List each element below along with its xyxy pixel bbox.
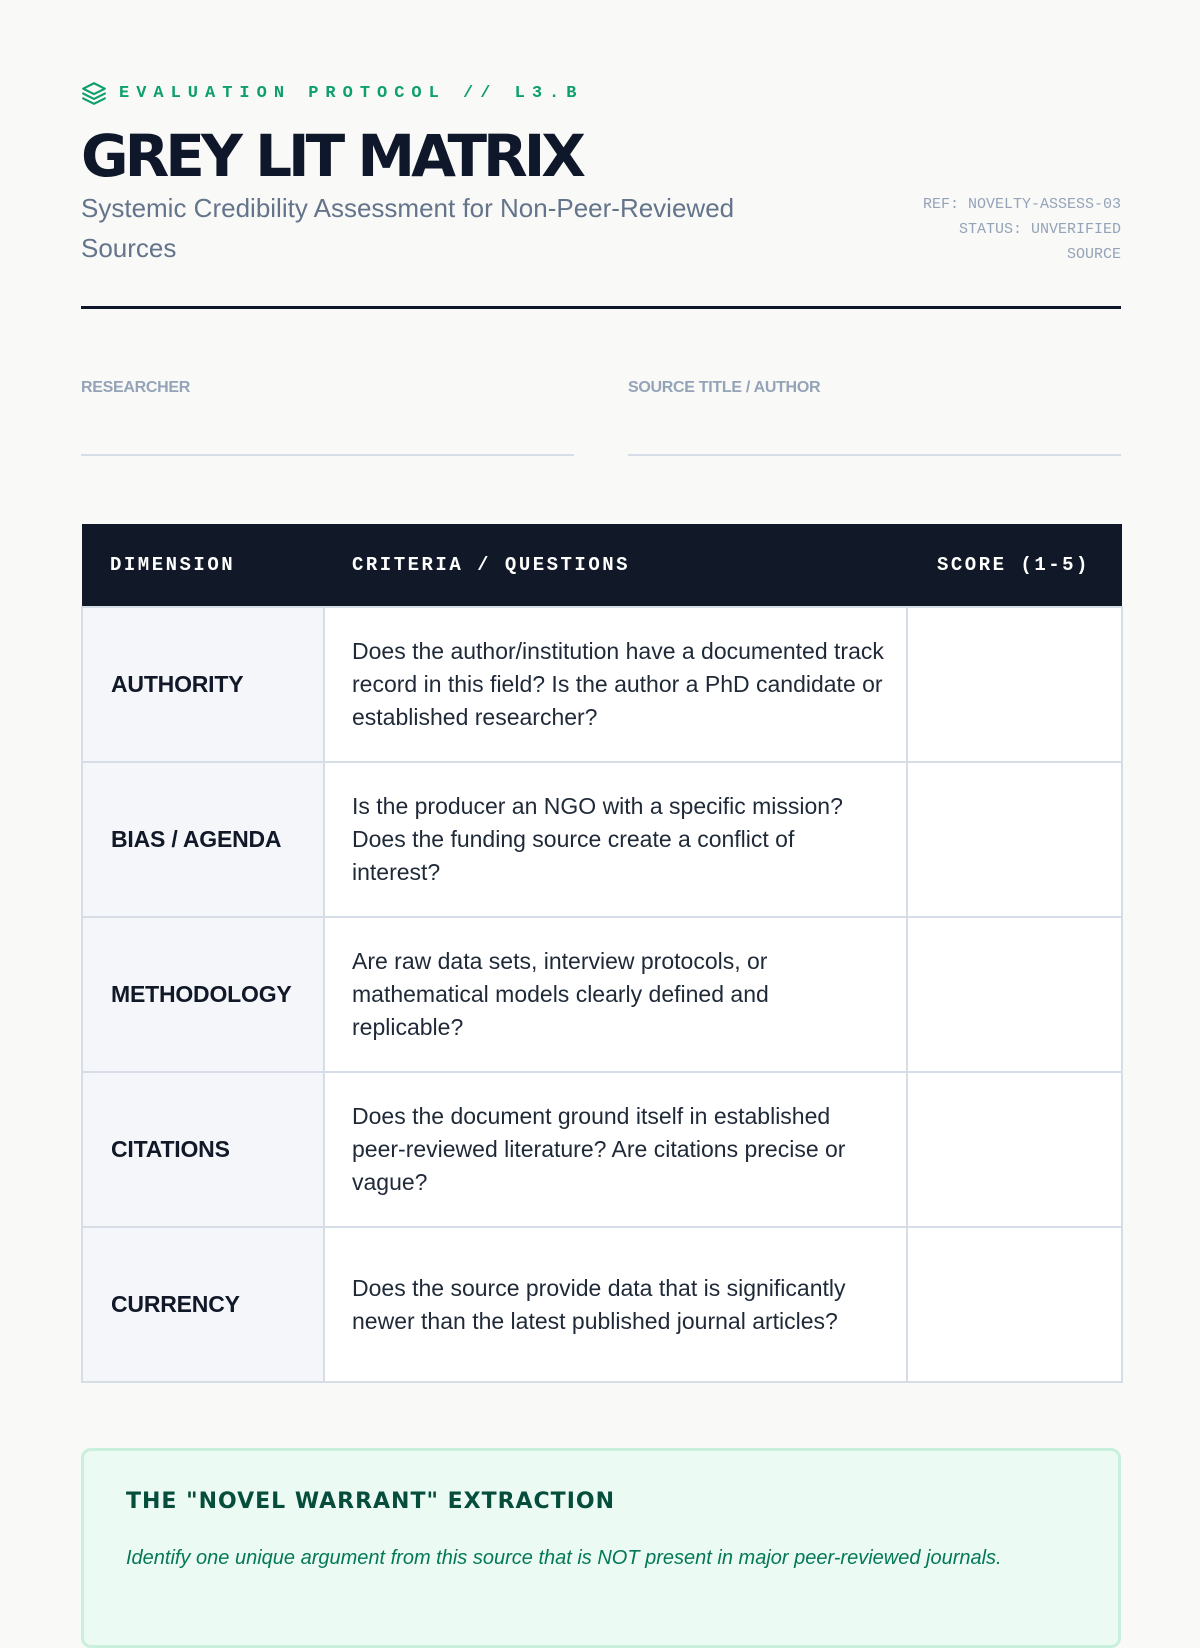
page-subtitle: Systemic Credibility Assessment for Non-Peer-Reviewed Sources <box>81 193 735 263</box>
table-row <box>82 917 1122 1072</box>
criteria-cell: Does the author/institution have a documented track record in this field? Is the author a PhD candidate or established researcher? <box>324 607 907 762</box>
score-cell[interactable] <box>907 917 1122 1072</box>
eyebrow-label: EVALUATION PROTOCOL // L3.B <box>119 83 584 103</box>
header-dimension: DIMENSION <box>82 524 324 607</box>
callout-body: Identify one unique argument from this source that is NOT present in major peer-reviewed journals. <box>126 1547 1002 1569</box>
source-input-line[interactable] <box>628 454 1121 456</box>
score-cell[interactable] <box>907 607 1122 762</box>
source-label: SOURCE TITLE / AUTHOR <box>628 379 821 396</box>
score-cell[interactable] <box>907 762 1122 917</box>
table-row <box>82 607 1122 762</box>
eyebrow <box>81 80 583 106</box>
status-text: STATUS: UNVERIFIED <box>958 221 1121 238</box>
header-criteria: CRITERIA / QUESTIONS <box>324 524 907 607</box>
researcher-field[interactable] <box>81 376 574 400</box>
criteria-cell: Is the producer an NGO with a specific mission? Does the funding source create a conflict of interest? <box>324 762 907 917</box>
table-header-row <box>82 524 1122 607</box>
dimension-cell: CITATIONS <box>82 1072 324 1227</box>
researcher-input-line[interactable] <box>81 454 574 456</box>
table-row <box>82 1227 1122 1382</box>
score-cell[interactable] <box>907 1072 1122 1227</box>
score-cell[interactable] <box>907 1227 1122 1382</box>
document-meta <box>861 192 1121 267</box>
header-score: SCORE (1-5) <box>907 524 1122 607</box>
dimension-cell: METHODOLOGY <box>82 917 324 1072</box>
novel-warrant-callout <box>81 1448 1121 1648</box>
table-row <box>82 762 1122 917</box>
criteria-cell: Are raw data sets, interview protocols, or mathematical models clearly defined and replicable? <box>324 917 907 1072</box>
dimension-cell: CURRENCY <box>82 1227 324 1382</box>
criteria-cell: Does the document ground itself in established peer-reviewed literature? Are citations precise or vague? <box>324 1072 907 1227</box>
dimension-cell: AUTHORITY <box>82 607 324 762</box>
assessment-matrix <box>81 524 1123 1383</box>
table-row <box>82 1072 1122 1227</box>
page-title: GREY LIT MATRIX <box>81 122 582 190</box>
criteria-cell: Does the source provide data that is significantly newer than the latest published journal articles? <box>324 1227 907 1382</box>
researcher-label: RESEARCHER <box>81 379 191 396</box>
source-field[interactable] <box>628 376 1121 400</box>
callout-title: THE "NOVEL WARRANT" EXTRACTION <box>126 1489 615 1514</box>
ref-code: REF: NOVELTY-ASSESS-03 <box>922 196 1121 213</box>
dimension-cell: BIAS / AGENDA <box>82 762 324 917</box>
header-divider <box>81 306 1121 309</box>
layers-icon <box>81 80 107 106</box>
status-text-cont: SOURCE <box>1066 246 1121 263</box>
